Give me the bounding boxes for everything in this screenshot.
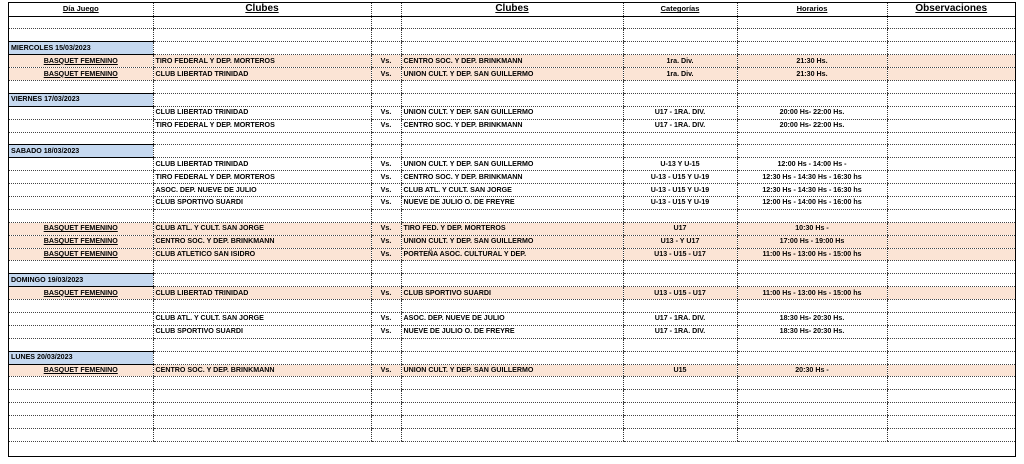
home-club[interactable]: TIRO FEDERAL Y DEP. MORTEROS	[153, 55, 371, 68]
versus-label: Vs.	[371, 248, 401, 261]
category-label[interactable]	[9, 325, 153, 338]
cell[interactable]	[9, 390, 153, 403]
cell[interactable]	[153, 403, 371, 416]
cell[interactable]	[371, 16, 401, 29]
cell[interactable]	[737, 274, 887, 287]
cell[interactable]	[887, 274, 1015, 287]
versus-label: Vs.	[371, 222, 401, 235]
away-club[interactable]: UNION CULT. Y DEP. SAN GUILLERMO	[401, 68, 623, 81]
header-clubes-local[interactable]: Clubes	[153, 3, 371, 16]
cell[interactable]	[401, 145, 623, 158]
schedule-time[interactable]: 12:00 Hs - 14:00 Hs - 16:00 hs	[737, 196, 887, 209]
versus-label: Vs.	[371, 312, 401, 325]
away-club[interactable]: CENTRO SOC. Y DEP. BRINKMANN	[401, 119, 623, 132]
category-label-text: BASQUET FEMENINO	[43, 249, 118, 258]
division-category[interactable]: U-13 - U15 Y U-19	[623, 184, 737, 197]
match-row	[9, 184, 1015, 197]
home-club[interactable]: CENTRO SOC. Y DEP. BRINKMANN	[153, 235, 371, 248]
cell[interactable]	[737, 29, 887, 42]
cell[interactable]	[737, 390, 887, 403]
date-row	[9, 42, 1015, 55]
date-row	[9, 145, 1015, 158]
cell[interactable]	[401, 261, 623, 274]
cell[interactable]	[401, 80, 623, 93]
cell[interactable]	[153, 80, 371, 93]
home-club[interactable]: CLUB LIBERTAD TRINIDAD	[153, 68, 371, 81]
schedule-time[interactable]: 10:30 Hs -	[737, 222, 887, 235]
schedule-time[interactable]: 11:00 Hs - 13:00 Hs - 15:00 hs	[737, 248, 887, 261]
cell[interactable]	[623, 80, 737, 93]
division-category[interactable]: U15	[623, 364, 737, 377]
cell[interactable]	[9, 16, 153, 29]
cell[interactable]	[887, 132, 1015, 145]
cell[interactable]	[623, 16, 737, 29]
cell[interactable]	[371, 209, 401, 222]
blank-row	[9, 338, 1015, 351]
cell[interactable]	[737, 377, 887, 390]
cell[interactable]	[153, 145, 371, 158]
cell[interactable]	[153, 351, 371, 364]
cell[interactable]	[623, 338, 737, 351]
cell[interactable]	[623, 209, 737, 222]
match-row	[9, 55, 1015, 68]
cell[interactable]	[401, 93, 623, 106]
cell[interactable]	[9, 403, 153, 416]
schedule-time[interactable]: 18:30 Hs- 20:30 Hs.	[737, 312, 887, 325]
schedule-body	[9, 16, 1015, 441]
header-horarios[interactable]: Horarios	[737, 3, 887, 16]
cell[interactable]	[737, 93, 887, 106]
home-club[interactable]: TIRO FEDERAL Y DEP. MORTEROS	[153, 171, 371, 184]
cell[interactable]	[401, 29, 623, 42]
cell[interactable]	[9, 209, 153, 222]
category-label-text: BASQUET FEMENINO	[43, 224, 118, 233]
observations-cell[interactable]	[887, 196, 1015, 209]
cell[interactable]	[153, 132, 371, 145]
header-vs-spacer	[371, 3, 401, 16]
cell[interactable]	[153, 416, 371, 429]
cell[interactable]	[887, 300, 1015, 313]
away-club[interactable]: ASOC. DEP. NUEVE DE JULIO	[401, 312, 623, 325]
blank-row	[9, 416, 1015, 429]
cell[interactable]	[737, 403, 887, 416]
cell[interactable]	[9, 377, 153, 390]
cell[interactable]	[623, 93, 737, 106]
date-row	[9, 274, 1015, 287]
away-club[interactable]: NUEVE DE JULIO O. DE FREYRE	[401, 196, 623, 209]
header-dia-juego[interactable]: Día Juego	[9, 3, 153, 16]
observations-cell[interactable]	[887, 248, 1015, 261]
cell[interactable]	[623, 274, 737, 287]
category-label[interactable]	[9, 55, 153, 68]
category-label[interactable]	[9, 196, 153, 209]
match-row	[9, 312, 1015, 325]
observations-cell[interactable]	[887, 184, 1015, 197]
versus-label: Vs.	[371, 171, 401, 184]
cell[interactable]	[623, 300, 737, 313]
home-club[interactable]: CLUB LIBERTAD TRINIDAD	[153, 287, 371, 300]
away-club[interactable]: NUEVE DE JULIO O. DE FREYRE	[401, 325, 623, 338]
away-club[interactable]: PORTEÑA ASOC. CULTURAL Y DEP.	[401, 248, 623, 261]
cell[interactable]	[887, 416, 1015, 429]
versus-label: Vs.	[371, 325, 401, 338]
cell[interactable]	[623, 29, 737, 42]
cell[interactable]	[371, 42, 401, 55]
cell[interactable]	[737, 16, 887, 29]
cell[interactable]	[737, 300, 887, 313]
cell[interactable]	[401, 300, 623, 313]
category-label-text: BASQUET FEMENINO	[43, 288, 118, 297]
home-club[interactable]: CLUB ATL. Y CULT. SAN JORGE	[153, 222, 371, 235]
cell[interactable]	[9, 29, 153, 42]
match-row	[9, 158, 1015, 171]
away-club[interactable]: UNION CULT. Y DEP. SAN GUILLERMO	[401, 235, 623, 248]
cell[interactable]	[401, 416, 623, 429]
cell[interactable]	[9, 416, 153, 429]
cell[interactable]	[737, 80, 887, 93]
cell[interactable]	[887, 377, 1015, 390]
blank-row	[9, 429, 1015, 442]
cell[interactable]	[887, 351, 1015, 364]
cell[interactable]	[401, 403, 623, 416]
match-row	[9, 364, 1015, 377]
match-row	[9, 106, 1015, 119]
match-row	[9, 196, 1015, 209]
cell[interactable]	[401, 274, 623, 287]
versus-label: Vs.	[371, 235, 401, 248]
observations-cell[interactable]	[887, 287, 1015, 300]
schedule-time[interactable]: 21:30 Hs.	[737, 68, 887, 81]
cell[interactable]	[371, 274, 401, 287]
blank-row	[9, 16, 1015, 29]
cell[interactable]	[737, 209, 887, 222]
match-row	[9, 68, 1015, 81]
versus-label: Vs.	[371, 68, 401, 81]
cell[interactable]	[401, 390, 623, 403]
away-club[interactable]: UNION CULT. Y DEP. SAN GUILLERMO	[401, 106, 623, 119]
versus-label: Vs.	[371, 158, 401, 171]
blank-row	[9, 261, 1015, 274]
cell[interactable]	[887, 390, 1015, 403]
header-categorias[interactable]: Categorías	[623, 3, 737, 16]
cell[interactable]	[623, 429, 737, 442]
cell[interactable]	[9, 261, 153, 274]
cell[interactable]	[401, 429, 623, 442]
category-label-text: BASQUET FEMENINO	[43, 69, 118, 78]
cell[interactable]	[371, 377, 401, 390]
division-category[interactable]: U17 - 1RA. DIV.	[623, 106, 737, 119]
cell[interactable]	[9, 300, 153, 313]
division-category[interactable]: 1ra. Div.	[623, 55, 737, 68]
observations-cell[interactable]	[887, 68, 1015, 81]
home-club[interactable]: CLUB ATL. Y CULT. SAN JORGE	[153, 312, 371, 325]
division-category[interactable]: U17 - 1RA. DIV.	[623, 325, 737, 338]
blank-row	[9, 390, 1015, 403]
cell[interactable]	[623, 377, 737, 390]
category-label[interactable]	[9, 106, 153, 119]
cell[interactable]	[887, 93, 1015, 106]
observations-cell[interactable]	[887, 235, 1015, 248]
division-category[interactable]: U13 - U15 - U17	[623, 287, 737, 300]
cell[interactable]	[623, 403, 737, 416]
match-row	[9, 287, 1015, 300]
category-label-text: BASQUET FEMENINO	[43, 365, 118, 374]
cell[interactable]	[401, 16, 623, 29]
cell[interactable]	[9, 80, 153, 93]
schedule-table	[9, 3, 1015, 442]
cell[interactable]	[9, 429, 153, 442]
cell[interactable]	[401, 132, 623, 145]
cell[interactable]	[371, 429, 401, 442]
versus-label: Vs.	[371, 184, 401, 197]
cell[interactable]	[401, 209, 623, 222]
cell[interactable]	[153, 429, 371, 442]
division-category[interactable]: U-13 - U15 Y U-19	[623, 196, 737, 209]
cell[interactable]	[737, 429, 887, 442]
schedule-time[interactable]: 18:30 Hs- 20:30 Hs.	[737, 325, 887, 338]
cell[interactable]	[371, 300, 401, 313]
category-label[interactable]	[9, 248, 153, 261]
versus-label: Vs.	[371, 119, 401, 132]
versus-label: Vs.	[371, 287, 401, 300]
cell[interactable]	[623, 42, 737, 55]
cell[interactable]	[371, 29, 401, 42]
cell[interactable]	[887, 80, 1015, 93]
division-category[interactable]: U17 - 1RA. DIV.	[623, 312, 737, 325]
schedule-time[interactable]: 21:30 Hs.	[737, 55, 887, 68]
match-row	[9, 171, 1015, 184]
schedule-time[interactable]: 20:30 Hs -	[737, 364, 887, 377]
date-row	[9, 351, 1015, 364]
date-row	[9, 93, 1015, 106]
blank-row	[9, 132, 1015, 145]
blank-row	[9, 403, 1015, 416]
schedule-sheet	[8, 2, 1016, 457]
match-row	[9, 119, 1015, 132]
schedule-time[interactable]: 12:30 Hs - 14:30 Hs - 16:30 hs	[737, 171, 887, 184]
cell[interactable]	[623, 416, 737, 429]
observations-cell[interactable]	[887, 171, 1015, 184]
home-club[interactable]: CLUB ATLETICO SAN ISIDRO	[153, 248, 371, 261]
cell[interactable]	[623, 261, 737, 274]
match-row	[9, 325, 1015, 338]
observations-cell[interactable]	[887, 222, 1015, 235]
division-category[interactable]: U-13 Y U-15	[623, 158, 737, 171]
category-label[interactable]	[9, 222, 153, 235]
category-label[interactable]	[9, 184, 153, 197]
category-label[interactable]	[9, 158, 153, 171]
date-label[interactable]: LUNES 20/03/2023	[9, 351, 153, 364]
cell[interactable]	[371, 80, 401, 93]
cell[interactable]	[371, 93, 401, 106]
cell[interactable]	[153, 16, 371, 29]
cell[interactable]	[401, 377, 623, 390]
date-label[interactable]: MIERCOLES 15/03/2023	[9, 42, 153, 55]
header-clubes-visita[interactable]: Clubes	[401, 3, 623, 16]
away-club[interactable]: TIRO FED. Y DEP. MORTEROS	[401, 222, 623, 235]
cell[interactable]	[153, 261, 371, 274]
cell[interactable]	[153, 209, 371, 222]
observations-cell[interactable]	[887, 312, 1015, 325]
cell[interactable]	[887, 16, 1015, 29]
home-club[interactable]: CENTRO SOC. Y DEP. BRINKMANN	[153, 364, 371, 377]
division-category[interactable]: U17	[623, 222, 737, 235]
cell[interactable]	[737, 42, 887, 55]
home-club[interactable]: CLUB LIBERTAD TRINIDAD	[153, 158, 371, 171]
cell[interactable]	[371, 261, 401, 274]
observations-cell[interactable]	[887, 106, 1015, 119]
versus-label: Vs.	[371, 55, 401, 68]
header-row	[9, 3, 1015, 16]
cell[interactable]	[371, 145, 401, 158]
match-row	[9, 222, 1015, 235]
observations-cell[interactable]	[887, 158, 1015, 171]
versus-label: Vs.	[371, 364, 401, 377]
category-label[interactable]	[9, 364, 153, 377]
cell[interactable]	[737, 351, 887, 364]
away-club[interactable]: UNION CULT. Y DEP. SAN GUILLERMO	[401, 364, 623, 377]
division-category[interactable]: U-13 - U15 Y U-19	[623, 171, 737, 184]
date-label[interactable]: DOMINGO 19/03/2023	[9, 274, 153, 287]
cell[interactable]	[887, 338, 1015, 351]
cell[interactable]	[401, 351, 623, 364]
match-row	[9, 235, 1015, 248]
cell[interactable]	[887, 261, 1015, 274]
schedule-time[interactable]: 20:00 Hs- 22:00 Hs.	[737, 119, 887, 132]
division-category[interactable]: U13 - U15 - U17	[623, 248, 737, 261]
category-label[interactable]	[9, 171, 153, 184]
cell[interactable]	[371, 390, 401, 403]
cell[interactable]	[887, 429, 1015, 442]
division-category[interactable]: U13 - Y U17	[623, 235, 737, 248]
date-label[interactable]: SABADO 18/03/2023	[9, 145, 153, 158]
cell[interactable]	[153, 377, 371, 390]
cell[interactable]	[153, 42, 371, 55]
schedule-time[interactable]: 11:00 Hs - 13:00 Hs - 15:00 hs	[737, 287, 887, 300]
cell[interactable]	[153, 390, 371, 403]
category-label[interactable]	[9, 312, 153, 325]
home-club[interactable]: TIRO FEDERAL Y DEP. MORTEROS	[153, 119, 371, 132]
versus-label: Vs.	[371, 106, 401, 119]
cell[interactable]	[887, 403, 1015, 416]
category-label-text: BASQUET FEMENINO	[43, 237, 118, 246]
cell[interactable]	[153, 93, 371, 106]
versus-label: Vs.	[371, 196, 401, 209]
away-club[interactable]: CENTRO SOC. Y DEP. BRINKMANN	[401, 171, 623, 184]
cell[interactable]	[371, 351, 401, 364]
observations-cell[interactable]	[887, 325, 1015, 338]
observations-cell[interactable]	[887, 364, 1015, 377]
category-label[interactable]	[9, 68, 153, 81]
cell[interactable]	[153, 274, 371, 287]
observations-cell[interactable]	[887, 119, 1015, 132]
schedule-time[interactable]: 20:00 Hs- 22:00 Hs.	[737, 106, 887, 119]
blank-row	[9, 300, 1015, 313]
away-club[interactable]: CLUB SPORTIVO SUARDI	[401, 287, 623, 300]
cell[interactable]	[623, 145, 737, 158]
blank-row	[9, 29, 1015, 42]
date-label[interactable]: VIERNES 17/03/2023	[9, 93, 153, 106]
cell[interactable]	[737, 145, 887, 158]
cell[interactable]	[9, 338, 153, 351]
cell[interactable]	[153, 300, 371, 313]
category-label-text: BASQUET FEMENINO	[43, 56, 118, 65]
cell[interactable]	[153, 338, 371, 351]
cell[interactable]	[623, 390, 737, 403]
category-label[interactable]	[9, 235, 153, 248]
cell[interactable]	[401, 42, 623, 55]
division-category[interactable]: 1ra. Div.	[623, 68, 737, 81]
cell[interactable]	[371, 416, 401, 429]
cell[interactable]	[737, 132, 887, 145]
division-category[interactable]: U17 - 1RA. DIV.	[623, 119, 737, 132]
cell[interactable]	[153, 29, 371, 42]
cell[interactable]	[623, 351, 737, 364]
category-label[interactable]	[9, 287, 153, 300]
schedule-time[interactable]: 12:30 Hs - 14:30 Hs - 16:30 hs	[737, 184, 887, 197]
blank-row	[9, 80, 1015, 93]
cell[interactable]	[737, 261, 887, 274]
match-row	[9, 248, 1015, 261]
cell[interactable]	[371, 338, 401, 351]
cell[interactable]	[887, 209, 1015, 222]
cell[interactable]	[737, 416, 887, 429]
cell[interactable]	[887, 29, 1015, 42]
blank-row	[9, 377, 1015, 390]
away-club[interactable]: UNION CULT. Y DEP. SAN GUILLERMO	[401, 158, 623, 171]
observations-cell[interactable]	[887, 55, 1015, 68]
cell[interactable]	[737, 338, 887, 351]
cell[interactable]	[371, 132, 401, 145]
schedule-time[interactable]: 12:00 Hs - 14:00 Hs -	[737, 158, 887, 171]
home-club[interactable]: ASOC. DEP. NUEVE DE JULIO	[153, 184, 371, 197]
home-club[interactable]: CLUB SPORTIVO SUARDI	[153, 325, 371, 338]
home-club[interactable]: CLUB SPORTIVO SUARDI	[153, 196, 371, 209]
schedule-time[interactable]: 17:00 Hs - 19:00 Hs	[737, 235, 887, 248]
cell[interactable]	[371, 403, 401, 416]
home-club[interactable]: CLUB LIBERTAD TRINIDAD	[153, 106, 371, 119]
cell[interactable]	[9, 132, 153, 145]
away-club[interactable]: CLUB ATL. Y CULT. SAN JORGE	[401, 184, 623, 197]
category-label[interactable]	[9, 119, 153, 132]
cell[interactable]	[623, 132, 737, 145]
blank-row	[9, 209, 1015, 222]
away-club[interactable]: CENTRO SOC. Y DEP. BRINKMANN	[401, 55, 623, 68]
header-observaciones[interactable]: Observaciones	[887, 3, 1015, 16]
cell[interactable]	[887, 145, 1015, 158]
cell[interactable]	[887, 42, 1015, 55]
cell[interactable]	[401, 338, 623, 351]
